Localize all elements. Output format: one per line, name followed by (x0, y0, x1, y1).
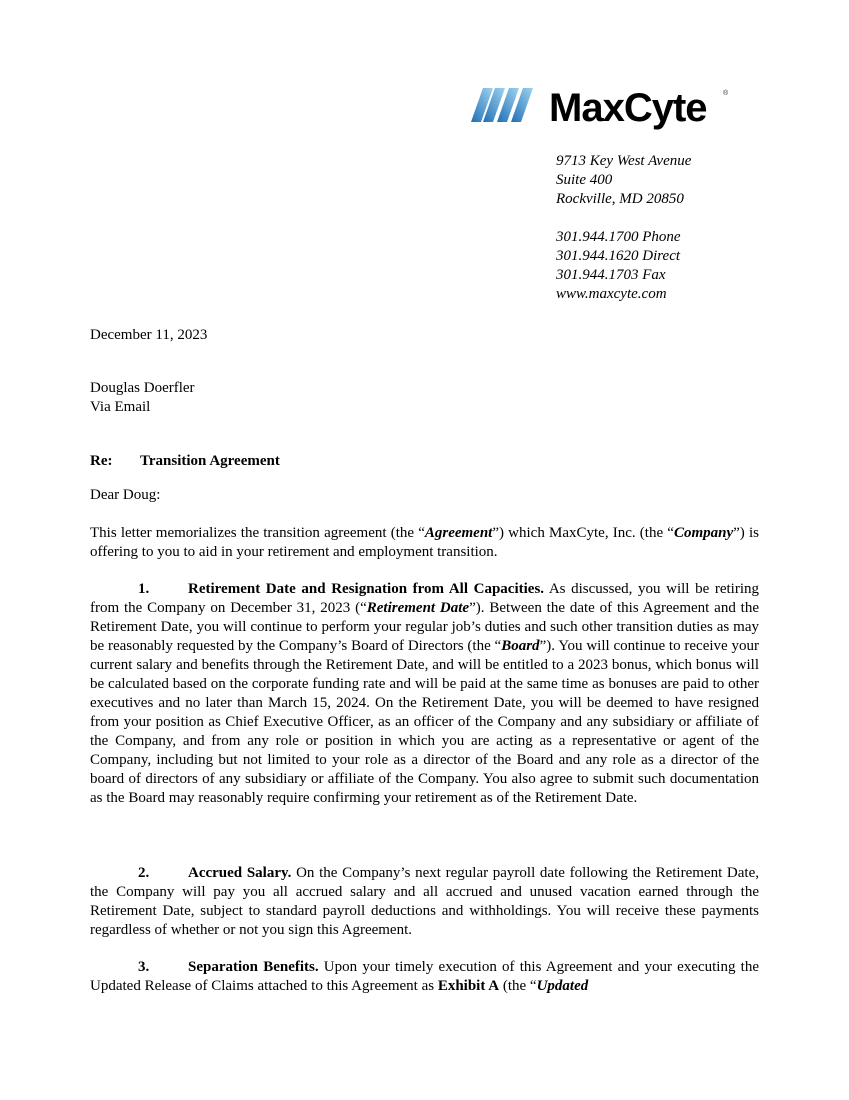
website: www.maxcyte.com (556, 286, 667, 302)
subject-label: Re: (90, 453, 113, 469)
registered-mark: ® (723, 90, 729, 97)
section-2-number: 2. (138, 865, 150, 881)
section-1-text-2: ”). Between the date of this Agreement and the Retirement Date, you will continue to perform your regular job’s duties and such other transition duties as may be reasonably requested by the Company’s Board of Directors (the “ (90, 600, 759, 654)
section-3-text-1: Upon your timely execution of this Agreement and your executing the Updated Release of Claims attached to this Agreement as (90, 959, 759, 994)
phone-number: 301.944.1700 Phone (556, 229, 681, 245)
exhibit-reference: Exhibit A (437, 978, 500, 994)
section-3-paragraph (90, 958, 759, 996)
logo-mark-icon (471, 88, 533, 122)
delivery-method: Via Email (90, 399, 151, 415)
fax-number: 301.944.1703 Fax (556, 267, 666, 283)
section-2-paragraph (90, 864, 759, 940)
section-3-heading: Separation Benefits. (188, 959, 319, 975)
address-city: Rockville, MD 20850 (556, 191, 684, 207)
defined-term-updated: Updated (536, 978, 589, 994)
section-1-text-1: As discussed, you will be retiring from the Company on December 31, 2023 (“ (90, 581, 759, 616)
defined-term-company: Company (673, 525, 734, 541)
recipient-name: Douglas Doerfler (90, 380, 195, 396)
section-1-heading: Retirement Date and Resignation from All Capacities. (188, 581, 545, 597)
direct-number: 301.944.1620 Direct (556, 248, 681, 264)
subject-line (90, 452, 280, 471)
section-3-number: 3. (138, 959, 150, 975)
intro-paragraph (90, 524, 759, 562)
section-3-text-2: (the “ (499, 978, 537, 994)
intro-text-3: ”) is offering to you to aid in your retirement and employment transition. (90, 525, 759, 560)
section-1-number: 1. (138, 581, 150, 597)
letter-date: December 11, 2023 (90, 327, 208, 343)
defined-term-retirement-date: Retirement Date (366, 600, 470, 616)
address-street: 9713 Key West Avenue (556, 153, 692, 169)
section-1-paragraph (90, 580, 759, 808)
subject-text: Transition Agreement (140, 453, 280, 469)
address-suite: Suite 400 (556, 172, 613, 188)
section-2-heading: Accrued Salary. (188, 865, 292, 881)
logo-wordmark: MaxCyte (549, 86, 707, 130)
defined-term-board: Board (501, 638, 540, 654)
sender-address-block (556, 152, 691, 304)
section-2-text: On the Company’s next regular payroll date following the Retirement Date, the Company will pay you all accrued salary and all accrued and unused vacation earned through the Retirement Date, subject to standard payroll deductions and withholdings. You will receive these payments regardless of whether or not you sign this Agreement. (90, 865, 759, 938)
maxcyte-logo (471, 84, 733, 134)
salutation: Dear Doug: (90, 487, 161, 503)
intro-text-1: This letter memorializes the transition agreement (the “ (90, 525, 425, 541)
section-1-text-3: ”). You will continue to receive your current salary and benefits through the Retirement Date, and will be entitled to a 2023 bonus, which bonus will be calculated based on the corporate funding rate and will be paid at the same time as bonuses are paid to other executives and no later than March 15, 2024. On the Retirement Date, you will be deemed to have resigned from your position as Chief Executive Officer, as an officer of the Company and any subsidiary or affiliate of the Company, and from any role or position in which you are acting as a representative or agent of the Company, including but not limited to your role as a director of the Board and any role as a director of the board of directors of any subsidiary or affiliate of the Company. You also agree to submit such documentation as the Board may reasonably require confirming your retirement as of the Retirement Date. (90, 638, 759, 806)
defined-term-agreement: Agreement (424, 525, 493, 541)
intro-text-2: ”) which MaxCyte, Inc. (the “ (492, 525, 674, 541)
